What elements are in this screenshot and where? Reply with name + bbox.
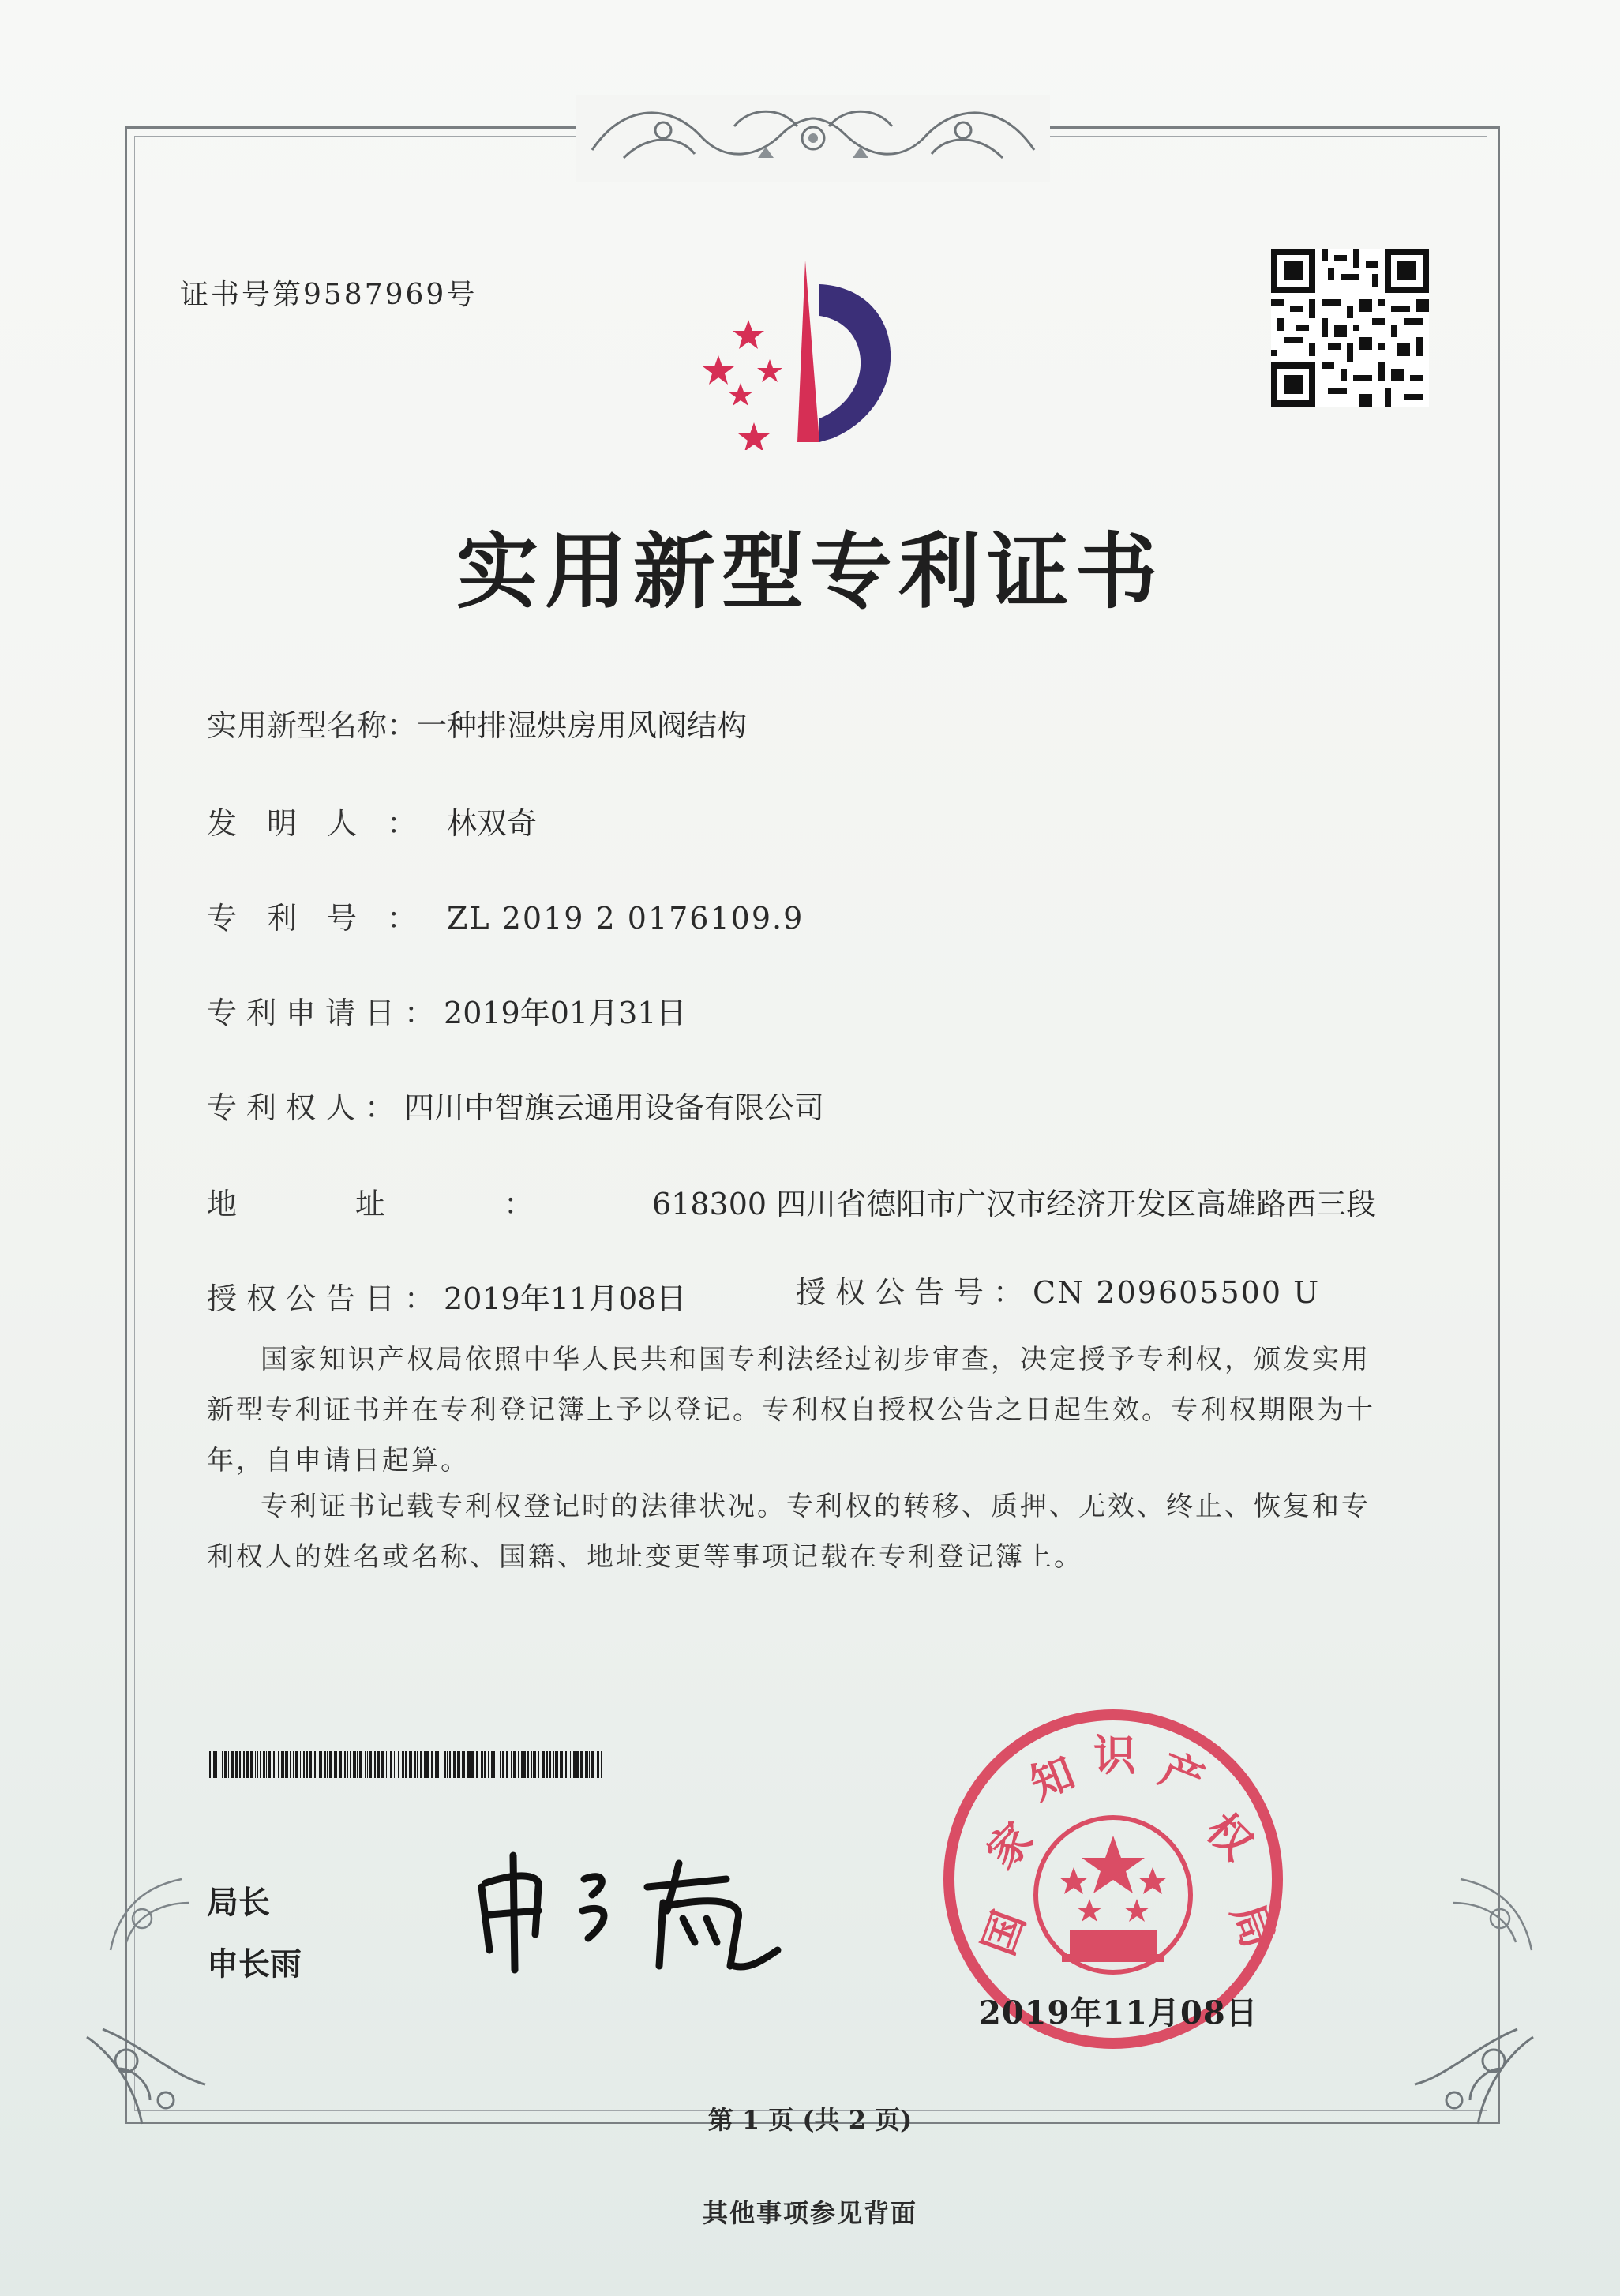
director-title: 局长: [207, 1885, 270, 1921]
barcode-bar: [281, 1751, 284, 1778]
barcode-bar: [290, 1751, 291, 1778]
barcode-bar: [484, 1751, 486, 1778]
seal-char-5: 产: [1153, 1743, 1211, 1806]
label-grant-date: 授权公告日：: [207, 1281, 444, 1316]
barcode-bar: [324, 1751, 326, 1778]
barcode-bar: [273, 1751, 275, 1778]
barcode-bar: [224, 1751, 227, 1778]
label-inventor: 发明人：: [207, 806, 448, 841]
label-utility-model-name: 实用新型名称：: [207, 708, 418, 743]
director-signature: [466, 1840, 805, 1974]
barcode-bar: [471, 1751, 474, 1778]
barcode-bar: [359, 1751, 362, 1778]
seal-char-6: 权: [1196, 1803, 1262, 1870]
barcode-bar: [444, 1751, 446, 1778]
barcode-bar: [513, 1751, 516, 1778]
barcode-bar: [367, 1751, 368, 1778]
barcode-bar: [597, 1751, 598, 1778]
barcode-bar: [365, 1751, 366, 1778]
barcode-bar: [546, 1751, 548, 1778]
barcode-bar: [266, 1751, 267, 1778]
barcode-bar: [491, 1751, 493, 1778]
barcode-bar: [329, 1751, 332, 1778]
barcode-bar: [414, 1751, 416, 1778]
barcode-bar: [462, 1751, 465, 1778]
barcode-bar: [402, 1751, 404, 1778]
seal-date: 2019年11月08日: [979, 1994, 1258, 2032]
paragraph-legal-1: 国家知识产权局依照中华人民共和国专利法经过初步审查，决定授予专利权，颁发实用新型专利证书并在专利登记簿上予以登记。专利权自授权公告之日起生效。专利权期限为十年，自申请日起算。: [207, 1344, 1375, 1476]
barcode-bar: [424, 1751, 426, 1778]
label-grant-number: 授权公告号：: [796, 1275, 1033, 1310]
barcode-bar: [246, 1751, 249, 1778]
back-note: 其他事项参见背面: [702, 2198, 917, 2228]
barcode-bar: [216, 1751, 217, 1778]
barcode-bar: [386, 1751, 387, 1778]
barcode-bar: [542, 1751, 545, 1778]
barcode-bar: [506, 1751, 508, 1778]
field-inventor: [207, 799, 537, 842]
seal-char-1: 国: [973, 1904, 1035, 1962]
field-utility-model-name: [207, 701, 747, 745]
barcode-bar: [278, 1751, 279, 1778]
barcode-bar: [565, 1751, 567, 1778]
value-grant-number: CN 209605500 U: [1033, 1275, 1321, 1310]
barcode-bar: [257, 1751, 258, 1778]
certificate-number: 证书号第9587969号: [180, 279, 478, 311]
barcode-bar: [453, 1751, 456, 1778]
barcode-bar: [339, 1751, 342, 1778]
barcode-bar: [500, 1751, 501, 1778]
barcode-bar: [268, 1751, 271, 1778]
top-ornament: [576, 95, 1050, 182]
barcode-bar: [437, 1751, 439, 1778]
field-patentee: [207, 1083, 824, 1127]
barcode-bar: [344, 1751, 346, 1778]
barcode-bar: [431, 1751, 433, 1778]
barcode-bar: [533, 1751, 536, 1778]
barcode-bar: [555, 1751, 558, 1778]
barcode-bar: [405, 1751, 407, 1778]
barcode-bar: [488, 1751, 489, 1778]
barcode-bar: [585, 1751, 588, 1778]
field-grant-date: [207, 1274, 686, 1318]
barcode-bar: [314, 1751, 316, 1778]
barcode-bar: [222, 1751, 223, 1778]
value-address: 618300 四川省德阳市广汉市经济开发区高雄路西三段: [652, 1187, 1377, 1221]
barcode-bar: [549, 1751, 551, 1778]
barcode-bar: [381, 1751, 384, 1778]
barcode-bar: [390, 1751, 392, 1778]
barcode-bar: [511, 1751, 512, 1778]
field-grant-number: [796, 1268, 1320, 1311]
barcode-bar: [538, 1751, 539, 1778]
barcode-bar: [303, 1751, 305, 1778]
seal-char-4: 识: [1093, 1731, 1136, 1780]
director-name: 申长雨: [207, 1946, 302, 1983]
barcode-bar: [293, 1751, 294, 1778]
barcode-bar: [239, 1751, 241, 1778]
seal-char-7: 局: [1221, 1896, 1284, 1955]
value-utility-model-name: 一种排湿烘房用风阀结构: [417, 708, 748, 743]
field-address: [207, 1180, 1376, 1223]
barcode-bar: [377, 1751, 380, 1778]
barcode-bar: [260, 1751, 261, 1778]
barcode-bar: [598, 1751, 599, 1778]
barcode-bar: [521, 1751, 523, 1778]
barcode-bar: [357, 1751, 358, 1778]
barcode-bar: [306, 1751, 308, 1778]
paragraph-legal-2: 专利证书记载专利权登记时的法律状况。专利权的转移、质押、无效、终止、恢复和专利权人的姓名或名称、国籍、地址变更等事项记载在专利登记簿上。: [207, 1491, 1371, 1573]
barcode-bar: [309, 1751, 312, 1778]
barcode-bar: [336, 1751, 337, 1778]
barcode-bar: [589, 1751, 590, 1778]
barcode-bar: [417, 1751, 418, 1778]
barcode-bar: [250, 1751, 253, 1778]
barcode-bar: [263, 1751, 265, 1778]
barcode-bar: [573, 1751, 576, 1778]
barcode-bar: [518, 1751, 519, 1778]
barcode-bar: [374, 1751, 376, 1778]
barcode-bar: [243, 1751, 245, 1778]
barcode-bar: [350, 1751, 351, 1778]
barcode-bar: [235, 1751, 238, 1778]
value-inventor: 林双奇: [447, 806, 538, 841]
barcode-bar: [447, 1751, 448, 1778]
label-patent-number: 专利号：: [207, 901, 448, 936]
barcode: [209, 1751, 604, 1778]
cnipa-logo: [679, 253, 932, 450]
barcode-bar: [409, 1751, 412, 1778]
barcode-bar: [285, 1751, 288, 1778]
barcode-bar: [527, 1751, 529, 1778]
barcode-bar: [394, 1751, 395, 1778]
qr-code: [1271, 249, 1429, 407]
field-filing-date: [207, 989, 686, 1032]
barcode-bar: [570, 1751, 571, 1778]
value-patent-number: ZL 2019 2 0176109.9: [447, 901, 804, 936]
barcode-bar: [295, 1751, 298, 1778]
barcode-bar: [476, 1751, 478, 1778]
barcode-bar: [576, 1751, 579, 1778]
barcode-bar: [560, 1751, 563, 1778]
barcode-bar: [209, 1751, 211, 1778]
barcode-bar: [398, 1751, 399, 1778]
barcode-bar: [591, 1751, 594, 1778]
barcode-bar: [493, 1751, 495, 1778]
barcode-bar: [457, 1751, 460, 1778]
value-filing-date: 2019年01月31日: [444, 996, 687, 1030]
barcode-bar: [334, 1751, 336, 1778]
label-filing-date: 专利申请日：: [207, 996, 444, 1030]
barcode-bar: [231, 1751, 234, 1778]
barcode-bar: [353, 1751, 356, 1778]
label-patentee: 专利权人：: [207, 1090, 405, 1125]
barcode-bar: [601, 1751, 602, 1778]
barcode-bar: [347, 1751, 348, 1778]
barcode-bar: [319, 1751, 322, 1778]
page-indicator: 第 1 页 (共 2 页): [707, 2105, 913, 2135]
value-grant-date: 2019年11月08日: [444, 1281, 687, 1316]
barcode-bar: [553, 1751, 554, 1778]
barcode-bar: [467, 1751, 471, 1778]
field-patent-number: [207, 894, 804, 937]
barcode-bar: [228, 1751, 229, 1778]
barcode-bar: [449, 1751, 451, 1778]
barcode-bar: [369, 1751, 372, 1778]
value-patentee: 四川中智旗云通用设备有限公司: [404, 1090, 825, 1125]
barcode-bar: [435, 1751, 437, 1778]
barcode-bar: [213, 1751, 216, 1778]
barcode-bar: [523, 1751, 526, 1778]
certificate-title: 实用新型专利证书: [456, 523, 1164, 620]
barcode-bar: [426, 1751, 429, 1778]
corner-ornament-bottom-right-upper: [1413, 1848, 1547, 1958]
barcode-bar: [481, 1751, 483, 1778]
seal-char-2: 家: [977, 1813, 1043, 1879]
barcode-bar: [531, 1751, 532, 1778]
barcode-bar: [502, 1751, 504, 1778]
barcode-bar: [300, 1751, 301, 1778]
seal-char-3: 知: [1023, 1747, 1082, 1810]
barcode-bar: [327, 1751, 328, 1778]
barcode-bar: [255, 1751, 256, 1778]
barcode-bar: [580, 1751, 583, 1778]
barcode-bar: [420, 1751, 422, 1778]
label-address: 地址：: [207, 1187, 653, 1221]
